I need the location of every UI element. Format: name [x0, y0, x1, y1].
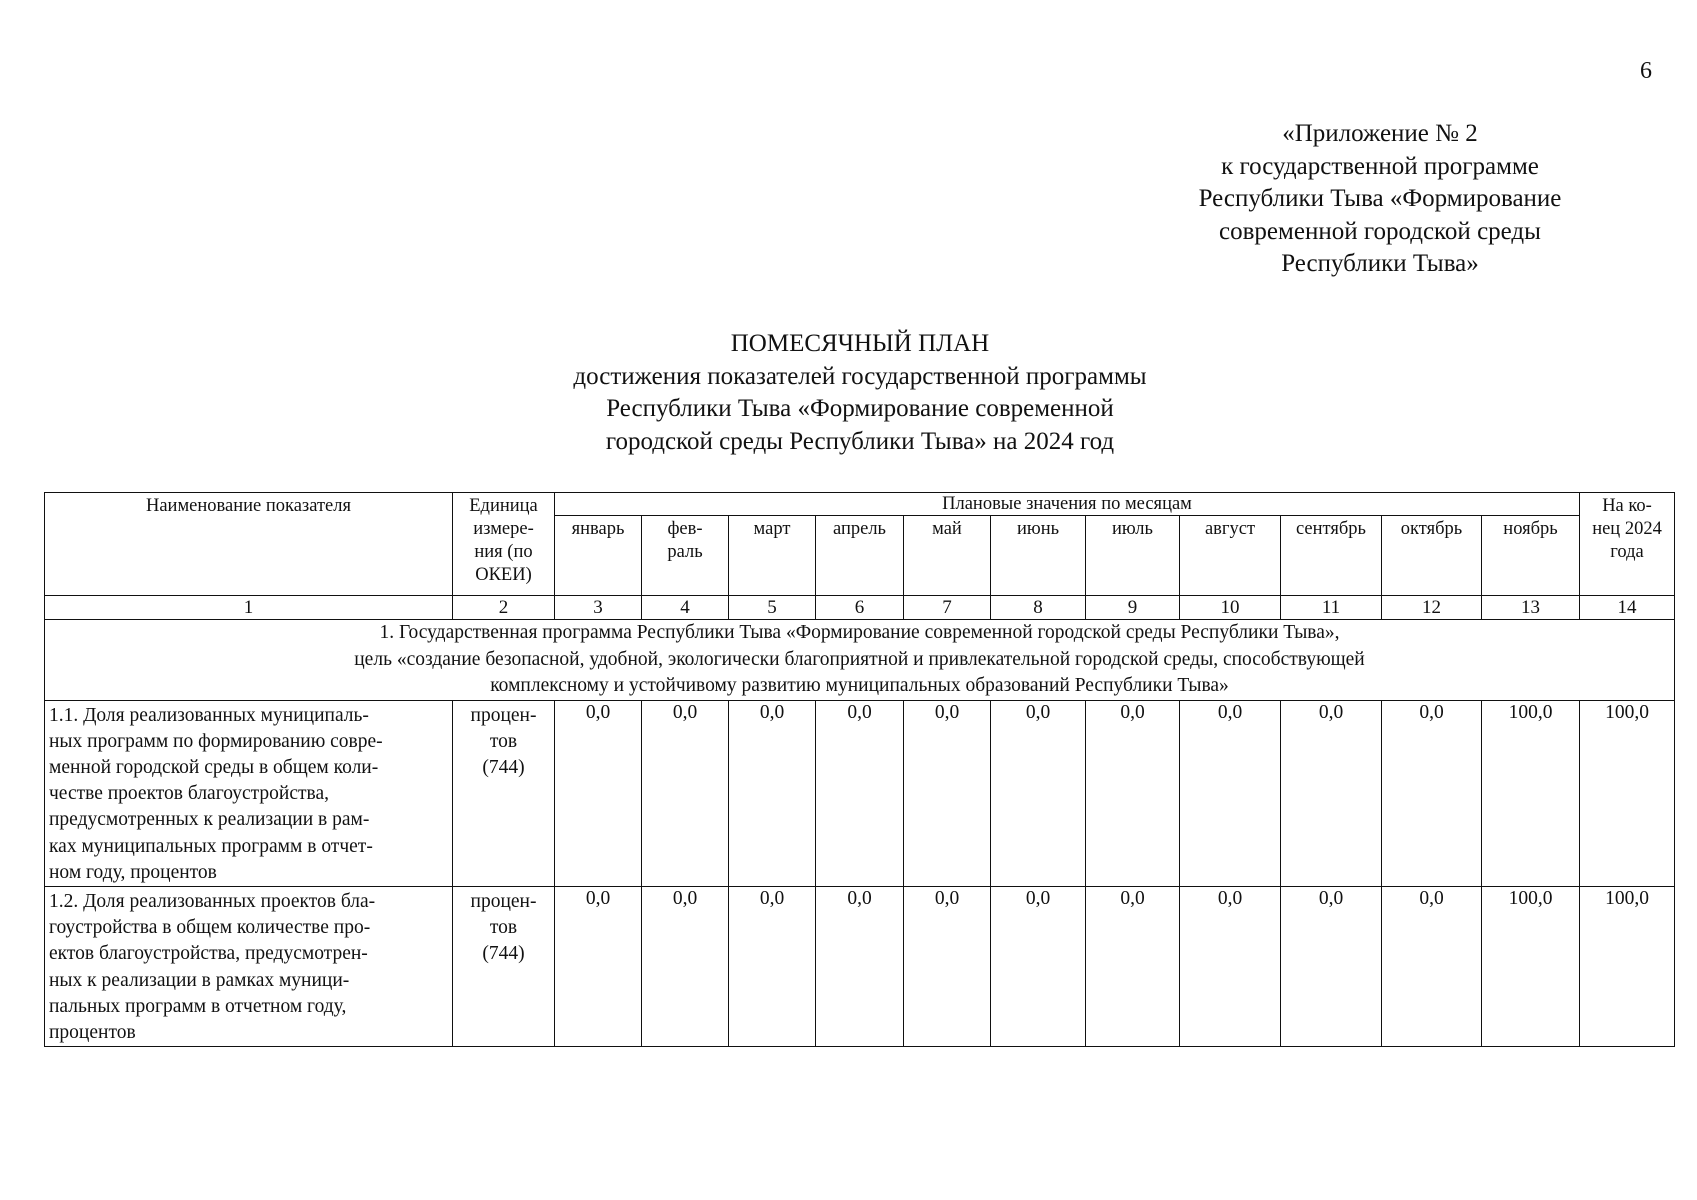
header-year-end [1580, 493, 1675, 596]
month-value: 0,0 [1180, 886, 1281, 1046]
indicator-name-line: 1.2. Доля реализованных проектов бла- [49, 890, 376, 912]
header-month [555, 516, 642, 596]
indicator-name-line: 1.1. Доля реализованных муниципаль- [49, 704, 369, 726]
month-value: 0,0 [1281, 886, 1382, 1046]
column-number: 7 [904, 596, 991, 620]
header-month [729, 516, 816, 596]
indicator-name-line: гоустройства в общем количестве про- [49, 917, 371, 939]
unit-line: процен- [470, 704, 537, 726]
month-value: 0,0 [816, 700, 904, 886]
indicator-name-line: менной городской среды в общем коли- [49, 756, 379, 778]
header-unit-line: ОКЕИ) [475, 565, 532, 585]
header-month-line: июнь [1016, 519, 1060, 539]
header-month-line: ноябрь [1503, 519, 1558, 539]
header-month [1281, 516, 1382, 596]
appendix-note [1150, 118, 1610, 281]
unit-line: процен- [470, 890, 537, 912]
month-value: 0,0 [729, 700, 816, 886]
month-value: 0,0 [816, 886, 904, 1046]
appendix-line: Республики Тыва «Формирование [1198, 185, 1562, 212]
month-value: 100,0 [1482, 700, 1580, 886]
month-value: 0,0 [904, 700, 991, 886]
header-unit [453, 493, 555, 596]
page-number: 6 [1640, 58, 1652, 84]
header-month-line: август [1204, 519, 1256, 539]
unit-line: тов [489, 730, 518, 752]
month-value: 0,0 [904, 886, 991, 1046]
month-value: 100,0 [1482, 886, 1580, 1046]
appendix-line: современной городской среды [1219, 217, 1541, 245]
title-line: достижения показателей государственной программы [573, 362, 1147, 390]
header-month-line: сентябрь [1296, 519, 1366, 539]
header-month-line: раль [667, 542, 703, 562]
year-end-value: 100,0 [1580, 886, 1675, 1046]
header-month-line: фев- [667, 519, 703, 539]
unit-cell [453, 886, 555, 1046]
year-end-value: 100,0 [1580, 700, 1675, 886]
column-number: 12 [1382, 596, 1482, 620]
table-row [45, 886, 1675, 1046]
header-month-line: июль [1112, 519, 1153, 539]
month-value: 0,0 [1382, 700, 1482, 886]
appendix-line: Республики Тыва» [1281, 250, 1479, 277]
indicator-name-line: честве проектов благоустройства, [49, 783, 329, 805]
column-number: 4 [642, 596, 729, 620]
month-value: 0,0 [991, 886, 1086, 1046]
month-value: 0,0 [1086, 886, 1180, 1046]
table-row [45, 700, 1675, 886]
section-header [45, 620, 1675, 701]
section-line: 1. Государственная программа Республики Тыва «Формирование современной городской среды Республики Тыва», [379, 622, 1340, 643]
document-title [430, 328, 1290, 458]
header-unit-line: измере- [473, 519, 534, 539]
title-heading: ПОМЕСЯЧНЫЙ ПЛАН [730, 330, 990, 357]
column-number: 14 [1580, 596, 1675, 620]
month-value: 0,0 [1180, 700, 1281, 886]
unit-cell [453, 700, 555, 886]
header-year-end-line: На ко- [1602, 496, 1652, 516]
indicator-name-line: процентов [49, 1021, 136, 1043]
header-year-end-line: года [1610, 542, 1644, 562]
indicator-name-line: ектов благоустройства, предусмотрен- [49, 943, 368, 965]
header-month [904, 516, 991, 596]
column-number: 2 [453, 596, 555, 620]
header-unit-line: ния (по [474, 542, 533, 562]
indicator-name-line: ных к реализации в рамках муници- [49, 969, 350, 991]
month-value: 0,0 [555, 886, 642, 1046]
column-number: 1 [45, 596, 453, 620]
month-value: 0,0 [642, 700, 729, 886]
header-year-end-line: нец 2024 [1592, 519, 1662, 539]
indicator-name-line: ном году, процентов [49, 861, 217, 883]
month-value: 0,0 [1382, 886, 1482, 1046]
column-number: 11 [1281, 596, 1382, 620]
header-month [1382, 516, 1482, 596]
header-unit-line: Единица [469, 496, 538, 516]
indicator-name-line: предусмотренных к реализации в рам- [49, 809, 370, 831]
column-number: 8 [991, 596, 1086, 620]
header-month-line: январь [571, 519, 625, 539]
section-line: цель «создание безопасной, удобной, экологически благоприятной и привлекательной городской среды, способствующей [354, 648, 1365, 670]
month-value: 0,0 [555, 700, 642, 886]
appendix-line: «Приложение № 2 [1282, 120, 1478, 147]
column-number: 6 [816, 596, 904, 620]
header-month [642, 516, 729, 596]
title-line: городской среды Республики Тыва» на 2024 год [605, 427, 1115, 455]
section-line: комплексному и устойчивому развитию муниципальных образований Республики Тыва» [490, 675, 1229, 696]
header-name: Наименование показателя [45, 493, 453, 596]
month-value: 0,0 [729, 886, 816, 1046]
unit-line: (744) [482, 756, 525, 778]
header-month [991, 516, 1086, 596]
header-month-line: октябрь [1400, 519, 1463, 539]
column-number: 9 [1086, 596, 1180, 620]
column-number: 3 [555, 596, 642, 620]
header-month-line: март [753, 519, 791, 539]
header-month [1482, 516, 1580, 596]
header-month [816, 516, 904, 596]
month-value: 0,0 [642, 886, 729, 1046]
appendix-line: к государственной программе [1221, 152, 1539, 180]
monthly-plan-table [44, 492, 1675, 1047]
title-line: Республики Тыва «Формирование современной [606, 395, 1114, 422]
indicator-name [45, 700, 453, 886]
header-month [1180, 516, 1281, 596]
header-months-group: Плановые значения по месяцам [555, 493, 1580, 516]
column-number: 10 [1180, 596, 1281, 620]
indicator-name [45, 886, 453, 1046]
header-month-line: апрель [833, 519, 886, 539]
indicator-name-line: ных программ по формированию совре- [49, 730, 383, 752]
month-value: 0,0 [1086, 700, 1180, 886]
header-month [1086, 516, 1180, 596]
month-value: 0,0 [991, 700, 1086, 886]
column-number: 13 [1482, 596, 1580, 620]
indicator-name-line: пальных программ в отчетном году, [49, 995, 347, 1017]
column-number: 5 [729, 596, 816, 620]
unit-line: (744) [482, 943, 525, 965]
header-month-line: май [932, 519, 962, 539]
unit-line: тов [489, 917, 518, 939]
month-value: 0,0 [1281, 700, 1382, 886]
indicator-name-line: ках муниципальных программ в отчет- [49, 835, 373, 857]
